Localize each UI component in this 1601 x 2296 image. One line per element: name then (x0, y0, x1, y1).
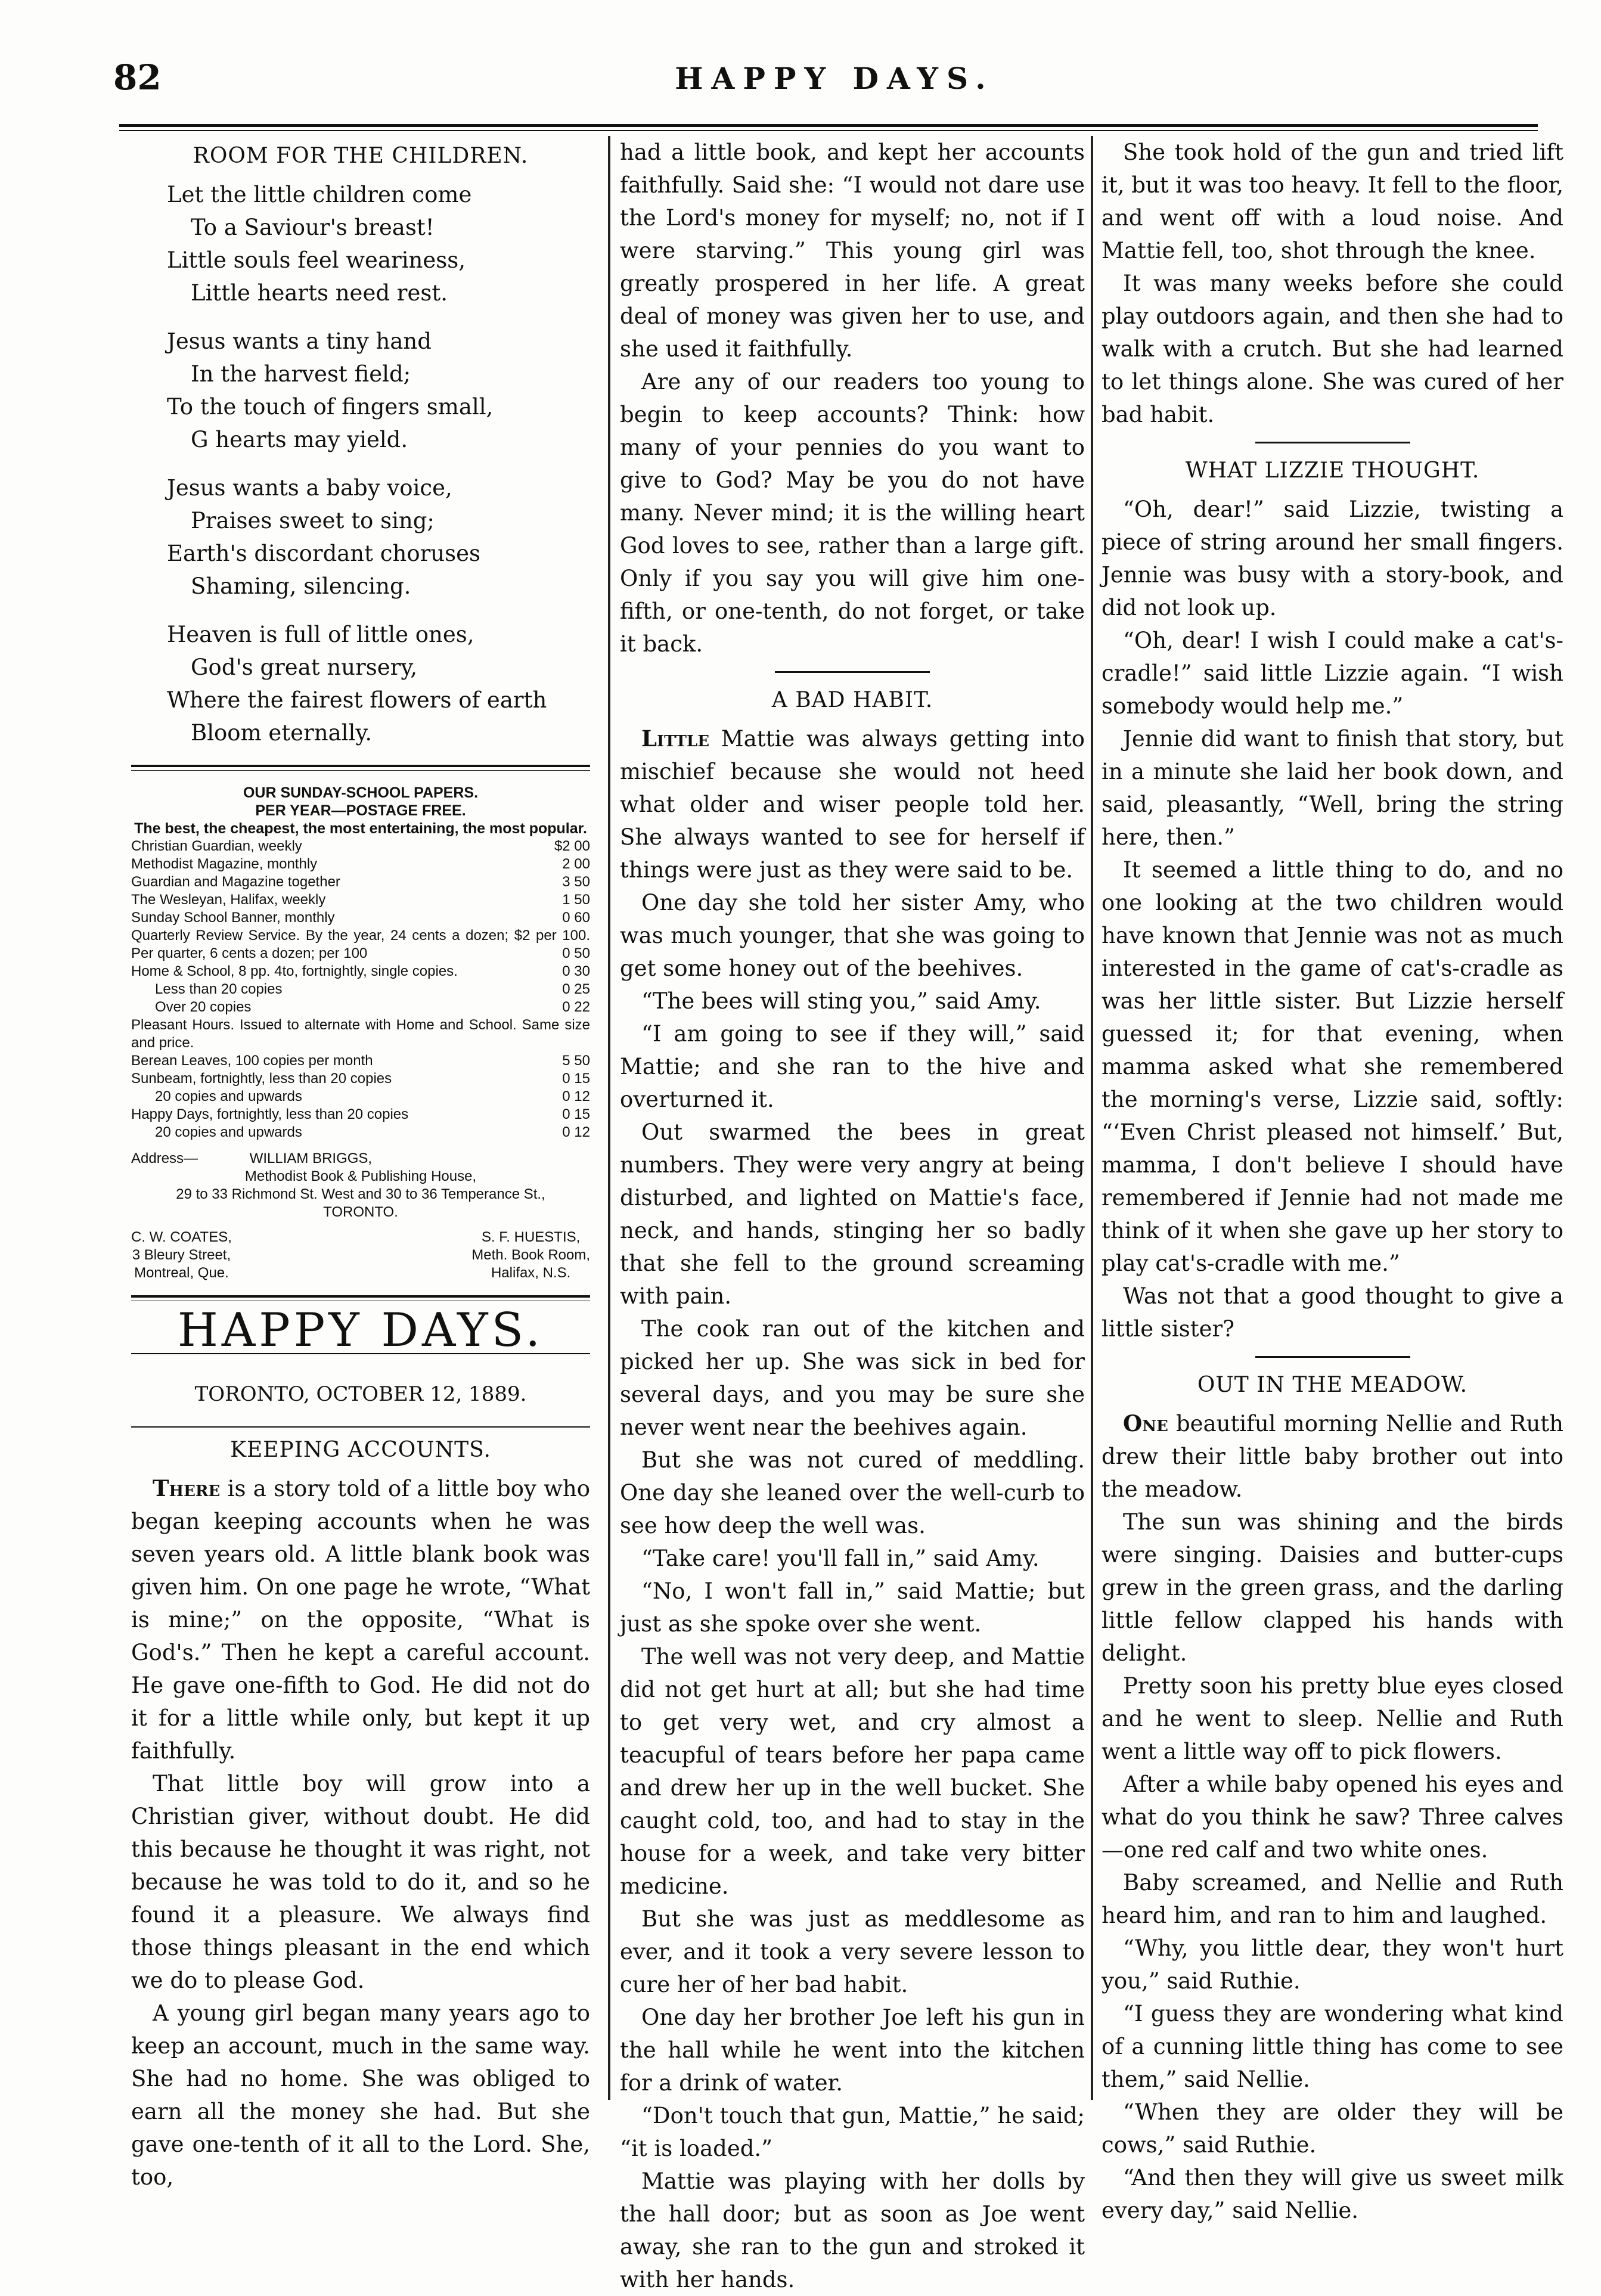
paragraph: Mattie was playing with her dolls by the hall door; but as soon as Joe went away, she ran to the gun and stroked it with her hands. (620, 2168, 1085, 2292)
paragraph: She took hold of the gun and tried lift it, but it was too heavy. It fell to the floor, and went off with a loud noise. And Mattie fell, too, shot through the knee. (1102, 139, 1563, 263)
column-divider (608, 136, 610, 2100)
section-rule (1255, 442, 1410, 443)
agent-halifax: S. F. HUESTIS, Meth. Book Room, Halifax, N.S. (471, 1229, 590, 1281)
paragraph: “Oh, dear! I wish I could make a cat's-cradle!” said little Lizzie again. “I wish somebody would help me.” (1102, 628, 1563, 719)
subscription-box (131, 784, 590, 1141)
poem-line: Let the little children come (167, 182, 472, 207)
address-label: Address— (131, 1150, 198, 1166)
address-line: 29 to 33 Richmond St. West and 30 to 36 Temperance St., (176, 1186, 545, 1202)
paragraph: The sun was shining and the birds were singing. Daisies and butter-cups grew in the green grass, and the darling little fellow clapped his hands with delight. (1102, 1509, 1563, 1666)
paragraph: Pretty soon his pretty blue eyes closed and he went to sleep. Nellie and Ruth went a little way off to pick flowers. (1102, 1673, 1563, 1764)
poem-stanza (167, 471, 590, 603)
section-rule (131, 1295, 590, 1301)
paragraph: “And then they will give us sweet milk every day,” said Nellie. (1102, 2165, 1563, 2223)
paragraph: That little boy will grow into a Christian giver, without doubt. He did this because he thought it was right, not because he was told to do it, and so he found it a pleasure. We always find those things pleasant in the end which we do to please God. (131, 1771, 590, 1993)
price-row: Methodist Magazine, monthly 2 00 (131, 856, 590, 872)
poem-line: Shaming, silencing. (191, 573, 411, 599)
paragraph: Was not that a good thought to give a little sister? (1102, 1283, 1563, 1342)
poem (131, 178, 590, 749)
masthead-rule (131, 1426, 590, 1428)
paragraph: Baby screamed, and Nellie and Ruth heard him, and ran to him and laughed. (1102, 1870, 1563, 1928)
poem-line: To the touch of fingers small, (167, 394, 494, 420)
paragraph: A young girl began many years ago to keep an account, much in the same way. She had no home. She was obliged to earn all the money she had. But she gave one-tenth of it all to the Lord. She, too, (131, 2000, 590, 2190)
poem-line: Little hearts need rest. (191, 280, 448, 306)
header-rule (119, 124, 1538, 127)
column-divider (1091, 136, 1093, 2100)
paragraph: One day her brother Joe left his gun in the hall while he went into the kitchen for a drink of water. (620, 2005, 1085, 2096)
paragraph: One beautiful morning Nellie and Ruth drew their little baby brother out into the meadow. (1102, 1410, 1563, 1502)
papers-title: OUR SUNDAY-SCHOOL PAPERS. (243, 784, 479, 801)
masthead-title: HAPPY DAYS. (177, 1304, 544, 1357)
paragraph: “The bees will sting you,” said Amy. (641, 988, 1041, 1014)
column-2 (620, 136, 1085, 2292)
address-line: Methodist Book & Publishing House, (244, 1168, 477, 1184)
column-1 (131, 136, 590, 2190)
dateline: TORONTO, OCTOBER 12, 1889. (194, 1382, 527, 1406)
agent-montreal: C. W. COATES, 3 Bleury Street, Montreal, Que. (131, 1229, 232, 1281)
column-3 (1102, 136, 1563, 2223)
agents (131, 1228, 590, 1282)
page-number: 82 (113, 57, 162, 98)
poem-line: God's great nursery, (191, 654, 418, 680)
price-row: Over 20 copies 0 22 (155, 999, 590, 1015)
paragraph: “Why, you little dear, they won't hurt you,” said Ruthie. (1102, 1935, 1563, 1994)
poem-line: Heaven is full of little ones, (167, 622, 474, 647)
price-row: The Wesleyan, Halifax, weekly 1 50 (131, 892, 590, 908)
paragraph: “I guess they are wondering what kind of a cunning little thing has come to see them,” said Nellie. (1102, 2001, 1563, 2092)
paragraph: “I am going to see if they will,” said Mattie; and she ran to the hive and overturned it. (620, 1021, 1085, 1112)
page-header (113, 57, 1556, 105)
price-row: Quarterly Review Service. By the year, 24 cents a dozen; $2 per 100. Per quarter, 6 cents a dozen; per 100 0 50 (131, 927, 590, 961)
section-rule (131, 765, 590, 771)
publisher-address (131, 1150, 590, 1221)
running-title: HAPPY DAYS. (675, 61, 994, 96)
poem-line: Earth's discordant choruses (167, 541, 480, 566)
paragraph: Are any of our readers too young to begin to keep accounts? Think: how many of your pennies do you want to give to God? May be you do not have many. Never mind; it is the willing heart God loves to see, rather than a large gift. Only if you say you will give him one-fifth, or one-tenth, do not forget, or take it back. (620, 369, 1085, 657)
paragraph: had a little book, and kept her accounts faithfully. Said she: “I would not dare use the Lord's money for myself; no, not if I were starving.” This young girl was greatly prospered in her life. A great deal of money was given her to use, and she used it faithfully. (620, 139, 1085, 362)
poem-stanza (167, 618, 590, 749)
paragraph: There is a story told of a little boy who began keeping accounts when he was seven years old. A little blank book was given him. On one page he wrote, “What is mine;” on the opposite, “What is God's.” Then he kept a careful account. He gave one-fifth to God. He did not do it for a little while only, but kept it up faithfully. (131, 1475, 590, 1764)
price-row: Guardian and Magazine together 3 50 (131, 874, 590, 890)
paragraph: The cook ran out of the kitchen and picked her up. She was sick in bed for several days, and you may be sure she never went near the beehives again. (620, 1316, 1085, 1440)
price-row: Pleasant Hours. Issued to alternate with Home and School. Same size and price. (131, 1017, 590, 1051)
paragraph: Little Mattie was always getting into mischief because she would not heed what older and wiser people told her. She always wanted to see for herself if things were just as they were said to be. (620, 725, 1085, 883)
poem-line: Bloom eternally. (191, 720, 373, 746)
paragraph: It was many weeks before she could play outdoors again, and then she had to walk with a crutch. But she had learned to let things alone. She was cured of her bad habit. (1102, 271, 1563, 427)
price-row: Happy Days, fortnightly, less than 20 copies 0 15 (131, 1106, 590, 1122)
poem-stanza (167, 178, 590, 309)
price-row: Sunday School Banner, monthly 0 60 (131, 910, 590, 926)
poem-line: Little souls feel weariness, (167, 247, 466, 273)
price-row: Less than 20 copies 0 25 (155, 981, 590, 997)
price-row: Home & School, 8 pp. 4to, fortnightly, single copies. 0 30 (131, 963, 590, 979)
section-rule (775, 671, 930, 673)
section-rule (1255, 1356, 1410, 1358)
paragraph: Jennie did want to finish that story, but in a minute she laid her book down, and said, pleasantly, “Well, bring the string here, then.” (1102, 726, 1563, 850)
poem-line: Where the fairest flowers of earth (167, 687, 547, 713)
paragraph: But she was not cured of meddling. One day she leaned over the well-curb to see how deep the well was. (620, 1447, 1085, 1538)
paragraph: But she was just as meddlesome as ever, and it took a very severe lesson to cure her of her bad habit. (620, 1906, 1085, 1997)
price-row: Christian Guardian, weekly $2 00 (131, 838, 590, 854)
price-row: 20 copies and upwards 0 12 (155, 1124, 590, 1140)
price-row: 20 copies and upwards 0 12 (155, 1088, 590, 1104)
poem-line: G hearts may yield. (191, 427, 408, 452)
price-row: Berean Leaves, 100 copies per month 5 50 (131, 1053, 590, 1069)
paragraph: “No, I won't fall in,” said Mattie; but just as she spoke over she went. (620, 1578, 1085, 1637)
paragraph: The well was not very deep, and Mattie did not get hurt at all; but she had time to get very wet, and cry almost a teacupful of tears before her papa came and drew her up in the well bucket. She caught cold, too, and had to stay in the house for a week, and take very bitter medicine. (620, 1644, 1085, 1899)
paragraph: It seemed a little thing to do, and no one looking at the two children would have known that Jennie was not as much interested in the game of cat's-cradle as was her little sister. But Lizzie herself guessed it; for that evening, when mamma asked what she remembered the morning's verse, Lizzie said, softly: “‘Even Christ pleased not himself.’ But, mamma, I don't believe I should have remembered if Jennie had not made me think of it when she gave up her story to play cat's-cradle with me.” (1102, 857, 1563, 1276)
article-title-bad-habit: A BAD HABIT. (771, 688, 933, 712)
header-rule-thin (119, 130, 1538, 131)
article-title-lizzie: WHAT LIZZIE THOUGHT. (1185, 458, 1480, 483)
address-line: TORONTO. (323, 1204, 398, 1220)
article-title-meadow: OUT IN THE MEADOW. (1197, 1373, 1468, 1397)
paragraph: “When they are older they will be cows,” said Ruthie. (1102, 2099, 1563, 2158)
paragraph: “Oh, dear!” said Lizzie, twisting a piece of string around her small fingers. Jennie was busy with a story-book, and did not look up. (1102, 497, 1563, 620)
papers-subtitle: PER YEAR—POSTAGE FREE. (255, 802, 466, 819)
paragraph: “Take care! you'll fall in,” said Amy. (641, 1546, 1040, 1571)
papers-tagline: The best, the cheapest, the most entertaining, the most popular. (134, 820, 587, 837)
paragraph: After a while baby opened his eyes and what do you think he saw? Three calves—one red calf and two white ones. (1102, 1771, 1563, 1863)
price-row: Sunbeam, fortnightly, less than 20 copies 0 15 (131, 1071, 590, 1087)
poem-line: Jesus wants a baby voice, (167, 475, 452, 501)
paragraph: One day she told her sister Amy, who was much younger, that she was going to get some honey out of the beehives. (620, 890, 1085, 981)
article-title-keeping-accounts: KEEPING ACCOUNTS. (230, 1438, 491, 1462)
poem-stanza (167, 325, 590, 456)
poem-title: ROOM FOR THE CHILDREN. (193, 144, 529, 168)
poem-line: In the harvest field; (191, 361, 411, 387)
poem-line: Praises sweet to sing; (191, 508, 435, 533)
paragraph: Out swarmed the bees in great numbers. They were very angry at being disturbed, and lighted on Mattie's face, neck, and hands, stinging her so badly that she fell to the ground screaming with pain. (620, 1119, 1085, 1309)
poem-line: To a Saviour's breast! (191, 215, 435, 240)
poem-line: Jesus wants a tiny hand (167, 328, 432, 354)
publisher-name: WILLIAM BRIGGS, (249, 1150, 373, 1166)
paragraph: “Don't touch that gun, Mattie,” he said; “it is loaded.” (620, 2103, 1085, 2161)
